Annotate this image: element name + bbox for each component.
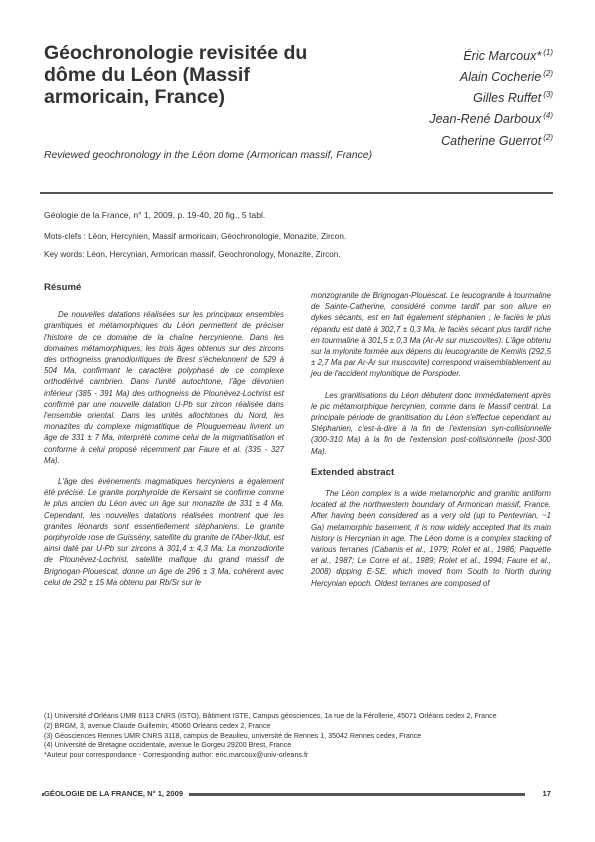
abstract-paragraph: The Léon complex is a wide metamorphic and granitic antiform located at the northwestern boundary of Armorican massif, France. After having been considered as a very old (up to Pentevrian, ~1 Ga) metamorphic basement, it is now widely accepted that its main history is Hercynian in age. The Léon dome is a complex stacking of various terranes (Cabanis et al., 1979; Rolet et al., 1986; Paquette et al., 1987; Le Corre et al., 1989; Rolet et al., 1994; Faure et al., 2008) dipping E-SE, which moved from South to North during Hercynian epoch. Oldest terranes are composed of — [311, 489, 551, 588]
author: Alain Cocherie $^{(2)}$ — [459, 69, 553, 85]
footnote: (3) Géosciences Rennes UMR CNRS 3118, campus de Beaulieu, université de Rennes 1, 35042 Rennes cedex, France — [44, 731, 422, 740]
footnote: (4) Université de Bretagne occidentale, avenue le Gorgeu 29200 Brest, France — [44, 741, 292, 750]
footnote: (1) Université d'Orléans UMR 6113 CNRS (ISTO), Bâtiment ISTE, Campus géosciences, 1a rue de la Férollerie, 45071 Orléans cedex 2, France — [44, 712, 497, 720]
article-title: Géochronologie revisitée du dôme du Léon (Massif armoricain, France) — [44, 42, 308, 108]
english-subtitle: Reviewed geochronology in the Léon dome (Armorican massif, France) — [44, 150, 373, 161]
key-words: Key words: Léon, Hercynian, Armorican massif, Geochronology, Monazite, Zircon. — [44, 250, 341, 259]
extended-abstract-heading: Extended abstract — [311, 466, 395, 478]
right-column — [311, 290, 551, 599]
citation-reference: Géologie de la France, n° 1, 2009, p. 19-40, 20 fig., 5 tabl. — [44, 210, 266, 220]
author: Catherine Guerrot $^{(2)}$ — [441, 132, 553, 148]
affiliations-footnotes — [44, 712, 554, 761]
author: Éric Marcoux* $^{(1)}$ — [463, 48, 553, 64]
mots-clefs: Mots-clefs : Léon, Hercynien, Massif armoricain, Géochronologie, Monazite, Zircon. — [44, 232, 347, 241]
page-number: 17 — [542, 789, 551, 798]
resume-paragraph: L'âge des événements magmatiques hercyniens a également été précisé. Le granite porphyroïde de Kersaint se confirme comme le plus ancien du Léon avec un âge sur monazite de 331 ± 4 Ma. Cependant, les nouvelles datations réalisées montrent que les granites léonards sont essentiellement stéphaniens. Le granite porphyroïde rose de Guissény, satellite du granite de l'Aber-Ildut, est ainsi daté par U-Pb sur zircons à 301,4 ± 4,3 Ma. La monzodiorite de Plounévez-Lochrist, satellite mafique du grand massif de Brignogan-Plouescat, donne un âge de 296 ± 3 Ma, cohérent avec celui de 292 ± 15 Ma obtenu par Rb/Sr sur le — [44, 477, 284, 587]
resume-paragraph: De nouvelles datations réalisées sur les principaux ensembles granitiques et métamorphiques du Léon permettent de préciser l'histoire de ce domaine de la chaîne hercynienne. Dans les domaines métamorphiques, les trois âges obtenus sur des zircons des orthogneiss granodioritiques de Brest s'échelonnent de 529 à 504 Ma, confirmant le caractère polyphasé de ce complexe orthodérivé cambrien. Dans l'unité autochtone, l'âge dévonien inférieur (385 - 391 Ma) des orthogneiss de Plounévez-Lochrist est confirmé par une nouvelle datation U-Pb sur zircon réalisée dans l'ensemble oriental. Dans les unités allochtones du Nord, les monazites du complexe migmatitique de Plouguerneau livrent un âge de 331 ± 7 Ma, interprété comme celui de la migmatitisation et conforme à celui proposé récemment par Faure et al. (335 - 327 Ma). — [44, 310, 284, 465]
author-list — [313, 44, 553, 150]
resume-heading: Résumé — [44, 282, 82, 293]
author: Gilles Ruffet $^{(3)}$ — [473, 90, 553, 106]
resume-paragraph: monzogranite de Brignogan-Plouescat. Le leucogranite à tourmaline de Sainte-Catherine, considéré comme tardif par son allure en dykes sécants, est en fait également stéphanien ; le faciès le plus répandu est daté à 302,7 ± 0,3 Ma, le faciès sécant plus tardif riche en tourmaline à 301,5 ± 0,3 Ma (Ar-Ar sur muscovites). L'âge obtenu sur la mylonite formée aux dépens du leucogranite de Kemilis (292,5 ± 2,7 Ma par Ar-Ar sur muscovite) correspond vraisemblablement au jeu de l'accident mylonitique de Porspoder. — [311, 291, 551, 379]
footnote: (2) BRGM, 3, avenue Claude Guillemin, 45060 Orléans cedex 2, France — [44, 721, 271, 730]
running-title: GÉOLOGIE DE LA FRANCE, N° 1, 2009 — [44, 789, 189, 798]
footnote: *Auteur pour correspondance - Corresponding author: eric.marcoux@univ-orleans.fr — [44, 751, 309, 760]
resume-paragraph: Les granitisations du Léon débutent donc immédiatement après le pic métamorphique hercynien, comme dans le Massif central. La principale période de granitisation du Léon s'effectue cependant au Stéphanien, c'est-à-dire à la fin de l'extension syn-collisionnelle (300-310 Ma) à la fin de l'extension post-collisionnelle (post-300 Ma). — [311, 390, 551, 456]
author: Jean-René Darboux $^{(4)}$ — [429, 111, 553, 127]
left-column — [44, 282, 284, 598]
header-divider — [40, 192, 553, 194]
